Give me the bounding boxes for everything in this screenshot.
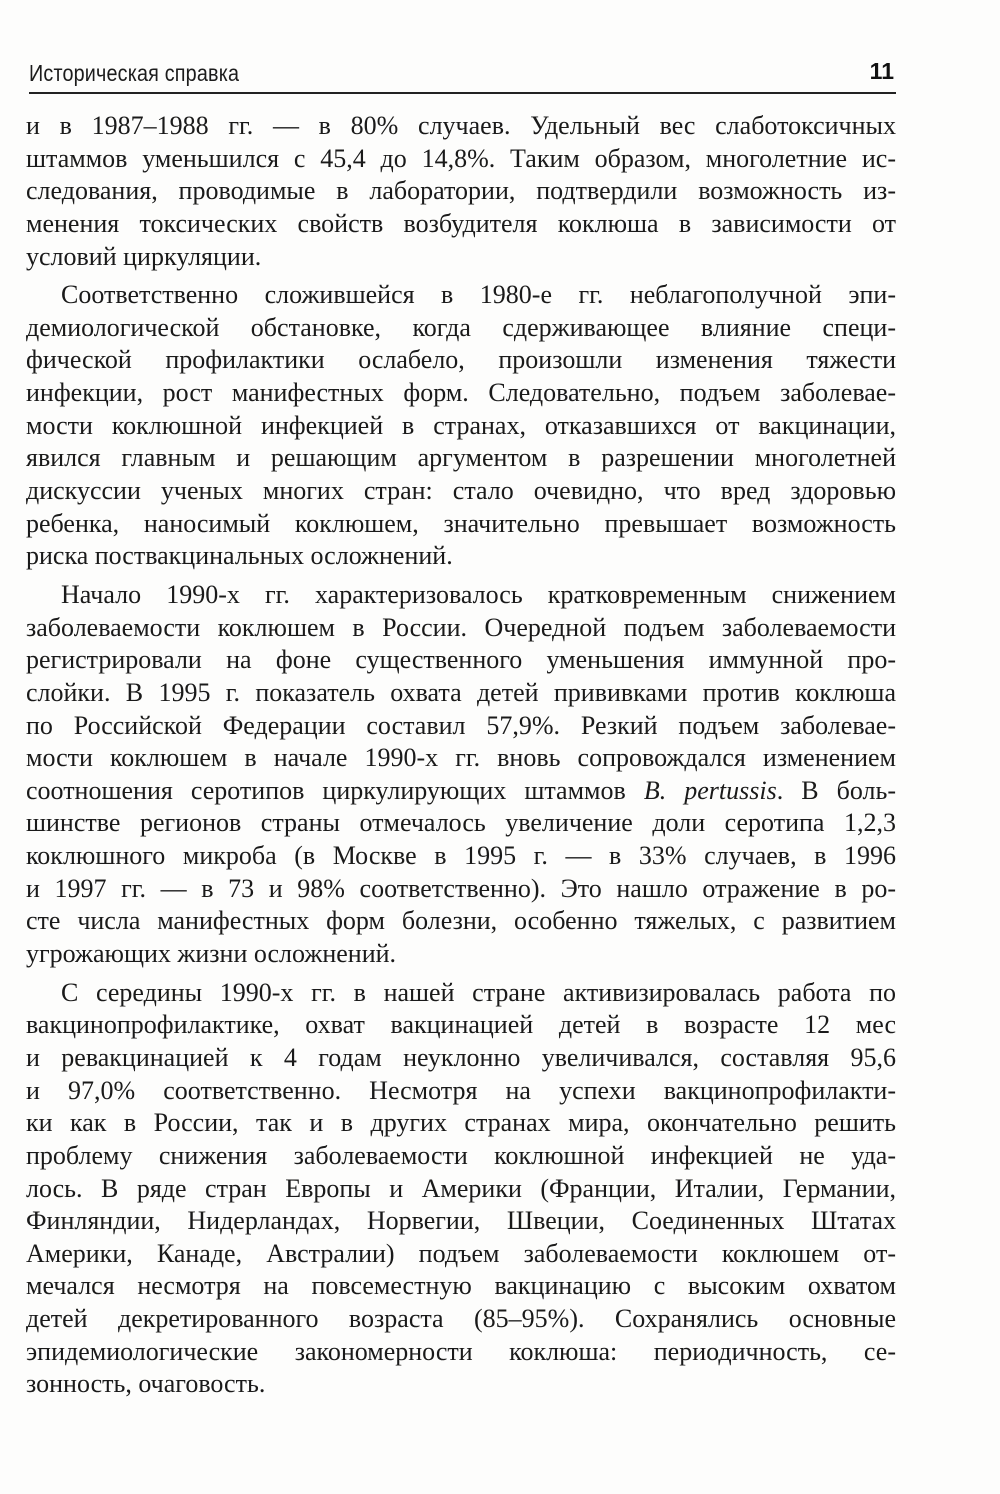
text-line: эпидемиологические закономерности коклюша: периодичность, се- xyxy=(26,1336,896,1366)
text-line: ребенка, наносимый коклюшем, значительно превышает возможность xyxy=(26,508,896,538)
text-line: и 1997 гг. — в 73 и 98% соответственно). Это нашло отражение в ро- xyxy=(26,873,896,903)
text-line: менения токсических свойств возбудителя коклюша в зависимости от xyxy=(26,208,896,238)
text-line: проблему снижения заболеваемости коклюшной инфекцией не уда- xyxy=(26,1140,896,1170)
text-line: сте числа манифестных форм болезни, особенно тяжелых, с развитием xyxy=(26,906,896,936)
italic-term: B. pertussis xyxy=(643,775,777,805)
text-line: ки как в России, так и в других странах мира, окончательно решить xyxy=(26,1108,896,1138)
text-line: мечался несмотря на повсеместную вакцинацию с высоким охватом xyxy=(26,1271,896,1301)
text-line: штаммов уменьшился с 45,4 до 14,8%. Таким образом, многолетние ис- xyxy=(26,143,896,173)
text-line: вакцинопрофилактике, охват вакцинацией детей в возрасте 12 мес xyxy=(26,1010,896,1040)
paragraph-1 xyxy=(26,110,896,273)
paragraph-2 xyxy=(26,279,896,573)
text-line: зонность, очаговость. xyxy=(26,1369,266,1399)
text-line: следования, проводимые в лаборатории, подтвердили возможность из- xyxy=(26,176,896,206)
text-line: и 97,0% соответственно. Несмотря на успехи вакцинопрофилакти- xyxy=(26,1075,896,1105)
text-line: заболеваемости коклюшем в России. Очередной подъем заболеваемости xyxy=(26,612,896,642)
text-line: С середины 1990-х гг. в нашей стране активизировалась работа по xyxy=(61,977,896,1007)
text-line: коклюшного микроба (в Москве в 1995 г. — в 33% случаев, в 1996 xyxy=(26,841,896,871)
text-line: дискуссии ученых многих стран: стало очевидно, что вред здоровью xyxy=(26,476,896,506)
text-line: условий циркуляции. xyxy=(26,241,262,271)
text-line: мости коклюшной инфекцией в странах, отказавшихся от вакцинации, xyxy=(26,410,896,440)
text-line: Финляндии, Нидерландах, Норвегии, Швеции, Соединенных Штатах xyxy=(26,1206,896,1236)
paragraph-4 xyxy=(26,977,896,1401)
text-line: детей декретированного возраста (85–95%). Сохранялись основные xyxy=(26,1304,896,1334)
text-line: и в 1987–1988 гг. — в 80% случаев. Удельный вес слаботоксичных xyxy=(26,111,896,140)
text-line: Начало 1990-х гг. характеризовалось кратковременным снижением xyxy=(61,579,896,609)
running-header xyxy=(29,56,896,94)
line-start: соотношения серотипов циркулирующих штаммов xyxy=(26,775,644,805)
section-title: Историческая справка xyxy=(29,60,240,86)
text-line: регистрировали на фоне существенного уменьшения иммунной про- xyxy=(26,645,896,675)
text-line: мости коклюшем в начале 1990-х гг. вновь сопровождался изменением xyxy=(26,743,896,773)
text-line: явился главным и решающим аргументом в разрешении многолетней xyxy=(26,443,896,473)
text-line: фической профилактики ослабело, произошли изменения тяжести xyxy=(26,345,896,375)
page-number: 11 xyxy=(869,58,894,84)
text-line: по Российской Федерации составил 57,9%. Резкий подъем заболевае- xyxy=(26,710,896,740)
text-line: инфекции, рост манифестных форм. Следовательно, подъем заболевае- xyxy=(26,378,896,408)
body-text xyxy=(26,110,896,1401)
text-line: шинстве регионов страны отмечалось увеличение доли серотипа 1,2,3 xyxy=(26,808,896,838)
text-line: риска поствакцинальных осложнений. xyxy=(26,541,453,571)
text-line: Соответственно сложившейся в 1980-е гг. неблагополучной эпи- xyxy=(61,280,896,310)
text-line: и ревакцинацией к 4 годам неуклонно увеличивался, составляя 95,6 xyxy=(26,1042,896,1072)
text-line: угрожающих жизни осложнений. xyxy=(26,939,397,969)
line-end: . В боль- xyxy=(776,775,897,805)
text-line-with-term xyxy=(26,775,896,808)
text-line: демиологической обстановке, когда сдерживающее влияние специ- xyxy=(26,312,896,342)
text-line: слойки. В 1995 г. показатель охвата детей прививками против коклюша xyxy=(26,677,896,707)
text-line: Америки, Канаде, Австралии) подъем заболеваемости коклюшем от- xyxy=(26,1238,896,1268)
paragraph-3 xyxy=(26,579,896,971)
text-line: лось. В ряде стран Европы и Америки (Франции, Италии, Германии, xyxy=(26,1173,896,1203)
